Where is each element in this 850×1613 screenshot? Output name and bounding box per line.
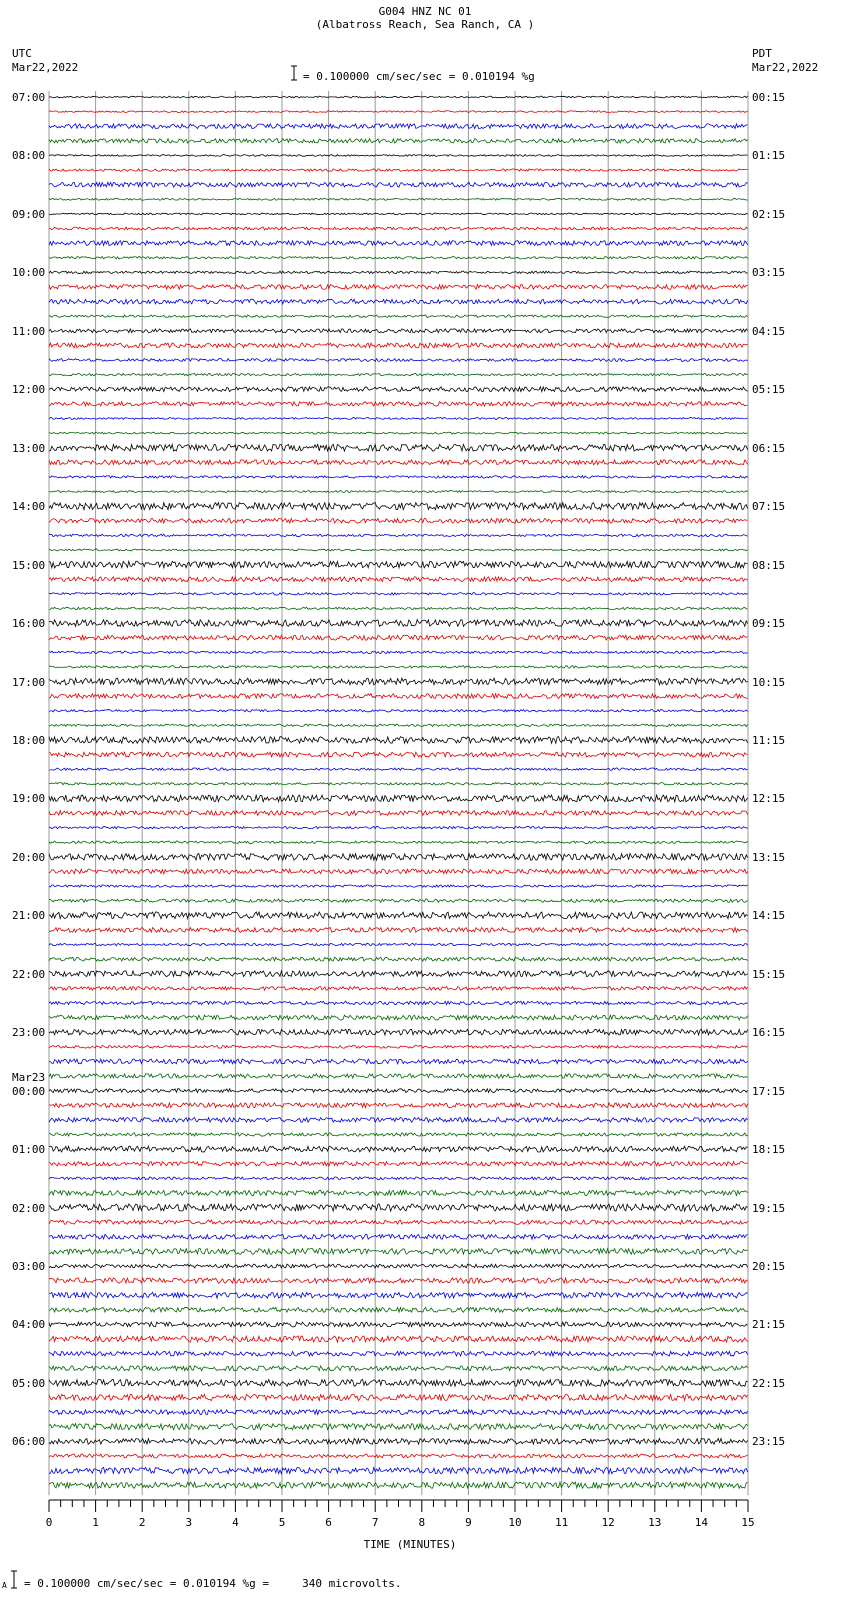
chart-title: G004 HNZ NC 01	[378, 5, 472, 18]
seismic-trace	[49, 986, 748, 990]
seismic-trace	[49, 491, 748, 493]
utc-hour-label: 19:00	[12, 792, 46, 806]
pdt-hour-label: 16:15	[752, 1026, 786, 1040]
x-axis-label: TIME (MINUTES)	[363, 1538, 457, 1551]
utc-hour-label: 20:00	[12, 850, 46, 864]
seismic-trace	[49, 111, 748, 113]
seismic-trace	[49, 271, 748, 273]
scale-label: = 0.100000 cm/sec/sec = 0.010194 %g	[303, 70, 535, 83]
seismic-trace	[49, 257, 748, 259]
utc-hour-label: 09:00	[12, 207, 46, 221]
pdt-hour-label: 08:15	[752, 558, 786, 572]
x-tick-label: 12	[601, 1516, 615, 1529]
seismic-trace	[49, 96, 748, 98]
pdt-hour-label: 02:15	[752, 207, 786, 221]
seismic-trace	[49, 1059, 748, 1064]
footer-scale-note: = 0.100000 cm/sec/sec = 0.010194 %g = 340 microvolts.	[24, 1577, 402, 1590]
utc-hour-label: 11:00	[12, 324, 46, 338]
seismic-trace	[49, 1380, 748, 1387]
utc-hour-label: 03:00	[12, 1260, 46, 1273]
seismic-trace	[49, 635, 748, 640]
seismic-trace	[49, 503, 748, 510]
utc-hour-label: 21:00	[12, 909, 46, 923]
seismic-trace	[49, 418, 748, 420]
x-tick-label: 4	[232, 1516, 239, 1529]
seismic-trace	[49, 928, 748, 933]
seismic-trace	[49, 853, 748, 860]
utc-hour-label: 02:00	[12, 1201, 46, 1215]
seismic-trace	[49, 593, 748, 595]
trace-group	[49, 96, 748, 1488]
pdt-hour-label: 12:15	[752, 792, 786, 806]
x-tick-label: 14	[694, 1516, 709, 1529]
seismic-trace	[49, 899, 748, 902]
seismic-trace	[49, 885, 748, 887]
seismic-trace	[49, 971, 748, 977]
utc-hour-label: 23:00	[12, 1026, 46, 1040]
x-tick-label: 9	[465, 1516, 472, 1529]
seismic-trace	[49, 299, 748, 304]
seismic-trace	[49, 198, 748, 200]
pdt-hour-label: 17:15	[752, 1084, 786, 1098]
utc-date: Mar22,2022	[12, 61, 79, 74]
seismic-trace	[49, 666, 748, 668]
seismic-trace	[49, 1190, 748, 1195]
seismic-trace	[49, 737, 748, 744]
time-axis	[46, 1500, 755, 1529]
seismic-trace	[49, 1482, 748, 1488]
seismic-trace	[49, 1467, 748, 1473]
seismic-trace	[49, 1015, 748, 1020]
pdt-hour-label: 09:15	[752, 617, 786, 631]
utc-hour-label: 16:00	[12, 617, 46, 631]
x-tick-label: 7	[371, 1516, 379, 1529]
pdt-hour-label: 20:15	[752, 1260, 786, 1273]
seismic-trace	[49, 1103, 748, 1108]
seismic-trace	[49, 1074, 748, 1078]
utc-label: UTC	[12, 47, 32, 60]
seismic-trace	[49, 1029, 748, 1035]
pdt-hour-label: 18:15	[752, 1143, 786, 1157]
seismic-trace	[49, 811, 748, 816]
date-change-label: Mar23	[12, 1070, 46, 1084]
seismic-trace	[49, 1322, 748, 1327]
seismic-trace	[49, 561, 748, 568]
x-tick-label: 15	[741, 1516, 755, 1529]
utc-hour-label: 04:00	[12, 1318, 46, 1332]
pdt-hour-label: 13:15	[752, 850, 786, 864]
x-tick-label: 2	[138, 1516, 146, 1529]
seismic-trace	[49, 1351, 748, 1356]
pdt-hour-label: 03:15	[752, 266, 786, 280]
pdt-hour-label: 19:15	[752, 1201, 786, 1215]
pdt-hour-label: 11:15	[752, 733, 786, 747]
seismic-trace	[49, 1394, 748, 1400]
seismic-trace	[49, 155, 748, 157]
x-tick-label: 11	[554, 1516, 569, 1529]
seismic-trace	[49, 768, 748, 770]
utc-hour-label: 15:00	[12, 558, 46, 572]
seismic-trace	[49, 139, 748, 143]
seismic-trace	[49, 241, 748, 246]
seismic-trace	[49, 869, 748, 874]
pdt-hour-label: 04:15	[752, 324, 786, 338]
utc-hour-label: 17:00	[12, 675, 46, 689]
seismic-trace	[49, 1089, 748, 1093]
seismic-trace	[49, 1336, 748, 1342]
utc-hour-label: 08:00	[12, 149, 46, 163]
seismic-trace	[49, 1249, 748, 1255]
seismic-trace	[49, 783, 748, 785]
seismic-trace	[49, 841, 748, 843]
seismic-trace	[49, 359, 748, 362]
utc-hour-label: 06:00	[12, 1435, 46, 1449]
seismic-trace	[49, 227, 748, 230]
seismic-trace	[49, 724, 748, 726]
pdt-hour-label: 15:15	[752, 967, 786, 981]
seismic-trace	[49, 1424, 748, 1430]
seismic-trace	[49, 1366, 748, 1371]
seismic-trace	[49, 285, 748, 290]
seismic-trace	[49, 549, 748, 551]
seismic-trace	[49, 1264, 748, 1268]
pdt-label: PDT	[752, 47, 772, 60]
x-tick-label: 10	[508, 1516, 522, 1529]
seismic-trace	[49, 343, 748, 348]
seismic-trace	[49, 432, 748, 434]
seismic-trace	[49, 826, 748, 828]
seismic-trace	[49, 1410, 748, 1415]
seismic-trace	[49, 329, 748, 333]
seismic-trace	[49, 1045, 748, 1048]
pdt-hour-label: 06:15	[752, 441, 786, 455]
pdt-hour-label: 00:15	[752, 91, 786, 104]
seismic-trace	[49, 1307, 748, 1312]
seismic-trace	[49, 460, 748, 465]
utc-hour-label: 22:00	[12, 967, 46, 981]
pdt-hour-label: 23:15	[752, 1435, 786, 1449]
seismic-trace	[49, 387, 748, 392]
seismic-trace	[49, 1439, 748, 1445]
seismic-trace	[49, 402, 748, 406]
seismic-trace	[49, 678, 748, 685]
utc-hour-label: 01:00	[12, 1143, 46, 1157]
utc-hour-label: 13:00	[12, 441, 46, 455]
footer-mark: A	[2, 1581, 7, 1590]
seismic-trace	[49, 534, 748, 536]
seismic-trace	[49, 943, 748, 945]
pdt-date: Mar22,2022	[752, 61, 819, 74]
time-grid	[49, 91, 748, 1495]
seismic-trace	[49, 1133, 748, 1136]
seismic-trace	[49, 694, 748, 699]
x-tick-label: 3	[185, 1516, 193, 1529]
seismic-trace	[49, 1220, 748, 1224]
seismic-trace	[49, 1001, 748, 1004]
pdt-hour-label: 05:15	[752, 383, 786, 397]
x-tick-label: 1	[92, 1516, 99, 1529]
pdt-hour-label: 07:15	[752, 500, 786, 514]
seismic-trace	[49, 1234, 748, 1239]
seismic-trace	[49, 912, 748, 919]
utc-hour-label: 18:00	[12, 733, 46, 747]
seismic-trace	[49, 213, 748, 215]
seismic-trace	[49, 957, 748, 961]
seismic-trace	[49, 710, 748, 712]
seismic-trace	[49, 518, 748, 523]
seismic-trace	[49, 651, 748, 653]
seismic-trace	[49, 752, 748, 757]
seismic-trace	[49, 1292, 748, 1298]
seismic-trace	[49, 620, 748, 627]
utc-hour-label: 05:00	[12, 1376, 46, 1390]
seismic-trace	[49, 315, 748, 317]
seismic-trace	[49, 1146, 748, 1152]
utc-hour-label: 07:00	[12, 91, 46, 104]
x-tick-label: 6	[325, 1516, 332, 1529]
seismic-trace	[49, 577, 748, 582]
seismic-trace	[49, 1118, 748, 1123]
seismic-trace	[49, 124, 748, 129]
x-tick-label: 5	[278, 1516, 286, 1529]
seismic-trace	[49, 1177, 748, 1180]
pdt-hour-label: 22:15	[752, 1376, 786, 1390]
chart-subtitle: (Albatross Reach, Sea Ranch, CA )	[315, 18, 535, 31]
pdt-hour-label: 10:15	[752, 675, 786, 689]
utc-hour-label: 10:00	[12, 266, 46, 280]
seismic-trace	[49, 169, 748, 171]
x-tick-label: 0	[45, 1516, 53, 1529]
x-tick-label: 13	[648, 1516, 662, 1529]
seismic-trace	[49, 444, 748, 451]
utc-hour-label: 12:00	[12, 383, 46, 397]
x-tick-label: 8	[418, 1516, 426, 1529]
seismic-trace	[49, 607, 748, 609]
pdt-hour-label: 21:15	[752, 1318, 786, 1332]
utc-hour-label: 14:00	[12, 500, 46, 514]
seismic-trace	[49, 182, 748, 187]
seismic-trace	[49, 1454, 748, 1458]
seismic-trace	[49, 1204, 748, 1211]
seismic-trace	[49, 1162, 748, 1166]
pdt-hour-label: 01:15	[752, 149, 786, 163]
seismic-trace	[49, 795, 748, 802]
seismic-trace	[49, 373, 748, 375]
seismic-trace	[49, 1278, 748, 1283]
seismic-trace	[49, 476, 748, 478]
utc-hour-label: 00:00	[12, 1084, 46, 1098]
pdt-hour-label: 14:15	[752, 909, 786, 923]
